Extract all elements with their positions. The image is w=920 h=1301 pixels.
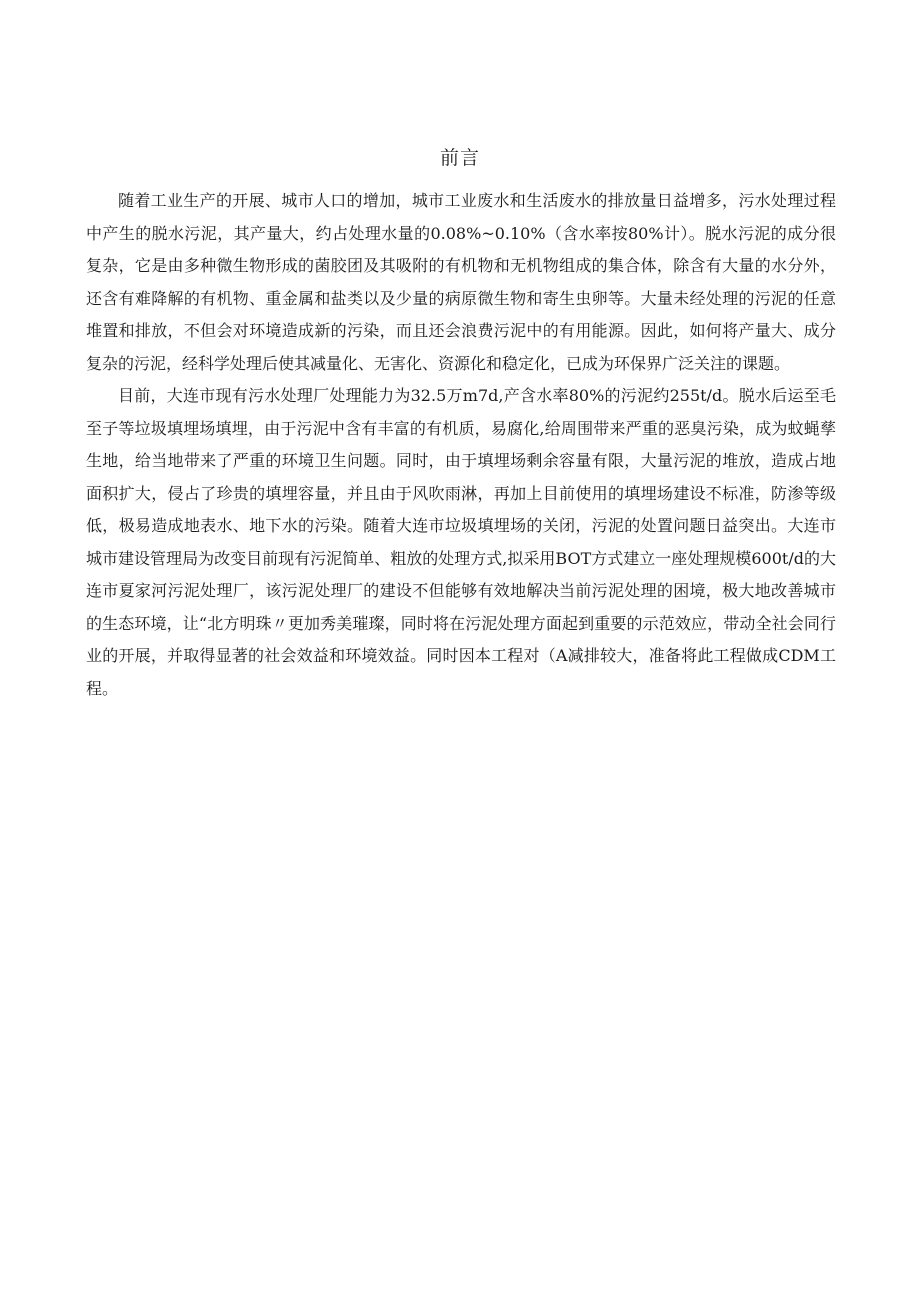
- paragraph-1: 随着工业生产的开展、城市人口的增加，城市工业废水和生活废水的排放量日益增多，污水处理过程中产生的脱水污泥，其产量大，约占处理水量的0.08%~0.10%（含水率按80%计）。脱水污泥的成分很复杂，它是由多种微生物形成的菌胶团及其吸附的有机物和无机物组成的集合体，除含有大量的水分外，还含有难降解的有机物、重金属和盐类以及少量的病原微生物和寄生虫卵等。大量未经处理的污泥的任意堆置和排放，不但会对环境造成新的污染，而且还会浪费污泥中的有用能源。因此，如何将产量大、成分复杂的污泥，经科学处理后使其减量化、无害化、资源化和稳定化，已成为环保界广泛关注的课题。: [86, 191, 836, 373]
- paragraph-2: 目前，大连市现有污水处理厂处理能力为32.5万m7d,产含水率80%的污泥约255t∕d。脱水后运至毛至子等垃圾填埋场填埋，由于污泥中含有丰富的有机质，易腐化,给周围带来严重的恶臭污染，成为蚊蝇孳生地，给当地带来了严重的环境卫生问题。同时，由于填埋场剩余容量有限，大量污泥的堆放，造成占地面积扩大，侵占了珍贵的填埋容量，并且由于风吹雨淋，再加上目前使用的填埋场建设不标准，防渗等级低，极易造成地表水、地下水的污染。随着大连市垃圾填埋场的关闭，污泥的处置问题日益突出。大连市城市建设管理局为改变目前现有污泥简单、粗放的处理方式,拟采用BOT方式建立一座处理规模600t∕d的大连市夏家河污泥处理厂，该污泥处理厂的建设不但能够有效地解决当前污泥处理的困境，极大地改善城市的生态环境，让“北方明珠〃更加秀美璀璨，同时将在污泥处理方面起到重要的示范效应，带动全社会同行业的开展，并取得显著的社会效益和环境效益。同时因本工程对（A减排较大，准备将此工程做成CDM工程。: [86, 386, 836, 698]
- document-body: [86, 185, 836, 705]
- document-title: 前言: [439, 147, 480, 169]
